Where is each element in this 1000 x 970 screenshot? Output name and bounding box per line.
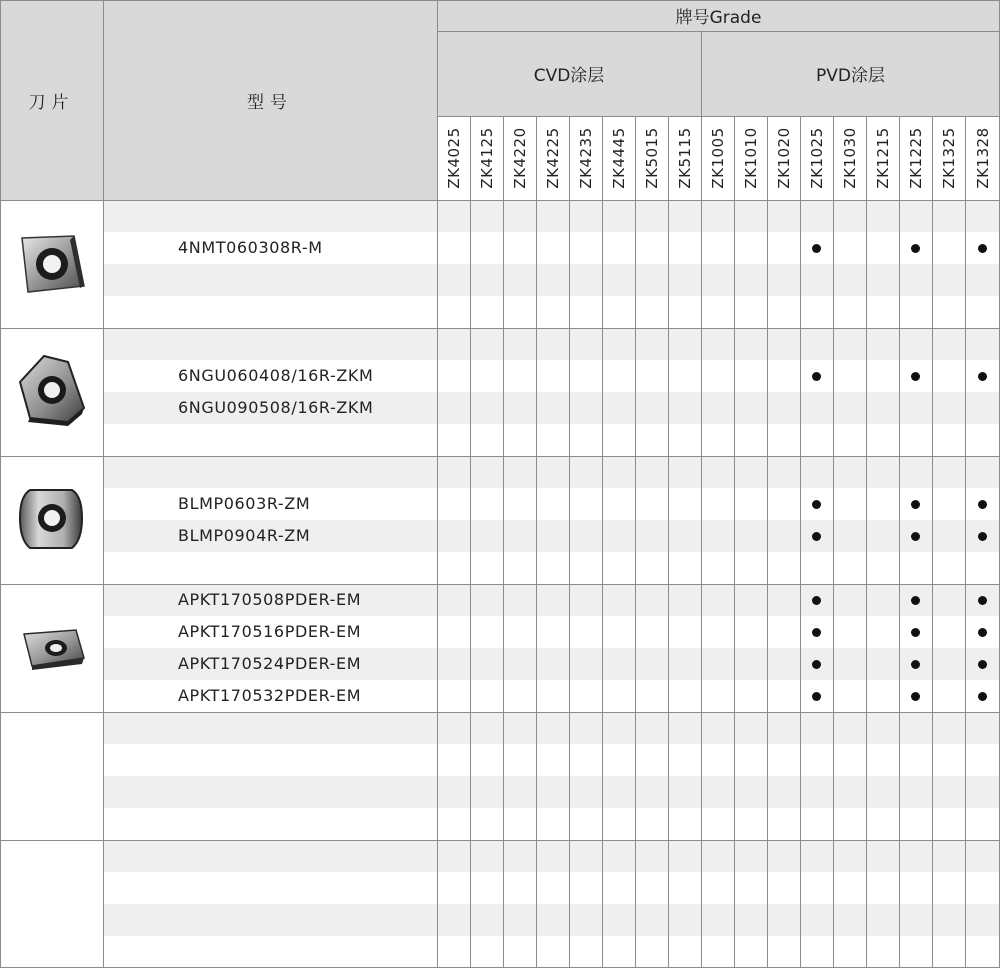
grid-line-vertical [701,31,702,968]
grade-available-dot [812,628,821,637]
grade-available-dot [911,500,920,509]
grid-line-vertical [437,0,438,968]
grade-label: ZK1328 [973,127,992,189]
grade-available-dot [978,372,987,381]
model-number: BLMP0603R-ZM [178,494,311,513]
grade-available-dot [978,628,987,637]
grade-available-dot [978,532,987,541]
grid-line-horizontal [0,200,1000,201]
grade-label: ZK4220 [510,127,529,189]
cvd-coating-header: CVD涂层 [533,66,605,86]
grid-line-horizontal [0,456,1000,457]
grade-available-dot [978,500,987,509]
grid-line-horizontal [0,328,1000,329]
hexagonal-insert-icon [14,352,90,428]
rounded-insert-icon [16,486,88,552]
pvd-coating-header: PVD涂层 [816,66,885,86]
grade-label: ZK1030 [840,127,859,189]
grid-line-horizontal [0,0,1000,1]
model-number: BLMP0904R-ZM [178,526,311,545]
grade-label: ZK5015 [642,127,661,189]
grade-available-dot [911,532,920,541]
grade-label: ZK4225 [543,127,562,189]
grade-available-dot [978,692,987,701]
grid-line-horizontal [0,840,1000,841]
model-number: 6NGU060408/16R-ZKM [178,366,374,385]
grade-available-dot [911,596,920,605]
grade-available-dot [812,532,821,541]
grade-header: 牌号Grade [675,8,762,28]
grade-label: ZK1325 [939,127,958,189]
grade-label: ZK5115 [675,127,694,189]
model-number: 6NGU090508/16R-ZKM [178,398,374,417]
grade-available-dot [911,244,920,253]
grid-line-vertical [0,0,1,968]
grade-label: ZK1005 [708,127,727,189]
grade-available-dot [911,372,920,381]
rectangular-insert-icon [18,626,88,672]
grade-available-dot [978,596,987,605]
model-number: APKT170516PDER-EM [178,622,362,641]
grade-label: ZK1020 [774,127,793,189]
grid-line-vertical [103,0,104,968]
grade-available-dot [812,660,821,669]
grade-label: ZK1225 [906,127,925,189]
grid-line-horizontal [0,967,1000,968]
blade-column-header: 刀片 [28,92,75,113]
grid-line-horizontal [0,712,1000,713]
model-number: APKT170524PDER-EM [178,654,362,673]
grade-available-dot [812,692,821,701]
model-number: 4NMT060308R-M [178,238,323,257]
model-number: APKT170508PDER-EM [178,590,362,609]
grid-line-horizontal [437,116,1000,117]
grade-label: ZK4235 [576,127,595,189]
grid-line-horizontal [437,31,1000,32]
grade-available-dot [812,596,821,605]
model-number: APKT170532PDER-EM [178,686,362,705]
grade-available-dot [911,660,920,669]
grade-label: ZK4445 [609,127,628,189]
grade-label: ZK4025 [444,127,463,189]
grade-label: ZK1025 [807,127,826,189]
grade-available-dot [978,244,987,253]
square-insert-icon [16,232,88,296]
grid-line-horizontal [0,584,1000,585]
grade-available-dot [812,372,821,381]
grade-available-dot [911,692,920,701]
grade-label: ZK1010 [741,127,760,189]
grade-available-dot [812,244,821,253]
grade-label: ZK4125 [477,127,496,189]
grade-available-dot [812,500,821,509]
grade-available-dot [911,628,920,637]
grade-label: ZK1215 [873,127,892,189]
model-column-header: 型号 [247,92,293,113]
grade-available-dot [978,660,987,669]
